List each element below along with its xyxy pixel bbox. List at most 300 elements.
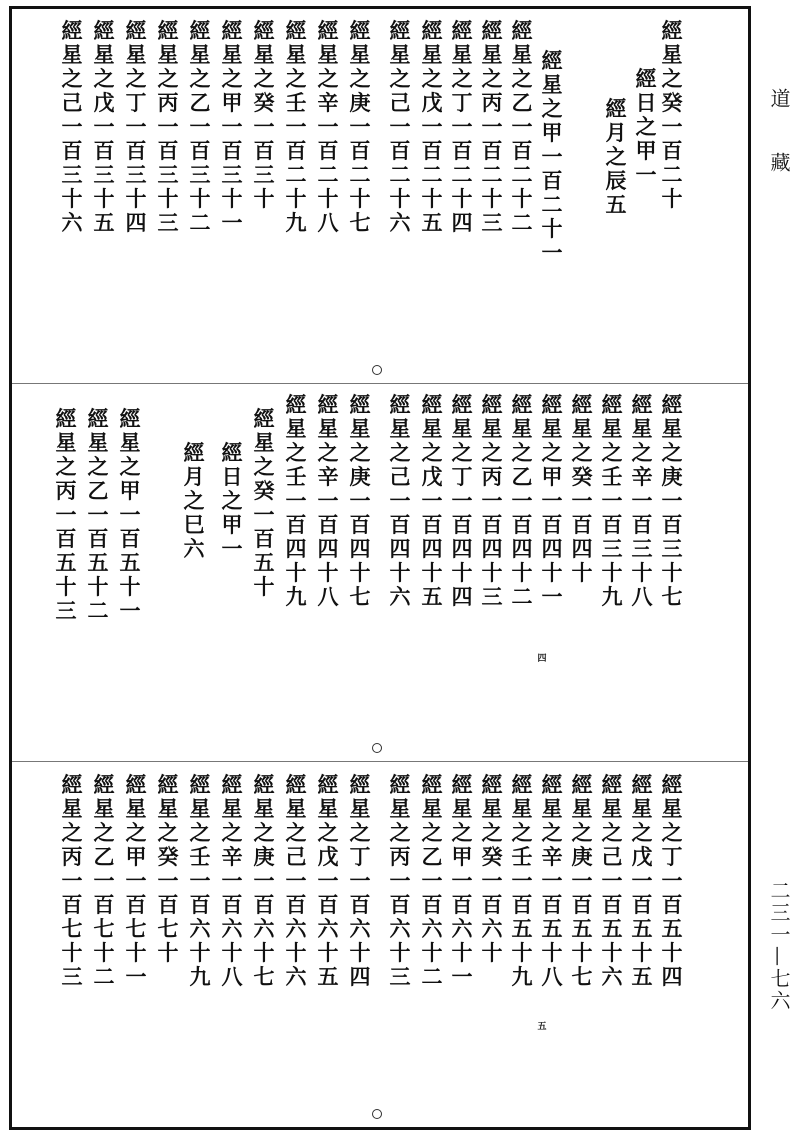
glyph: 星 bbox=[253, 796, 275, 821]
glyph: 百 bbox=[93, 892, 115, 917]
glyph: 星 bbox=[189, 42, 211, 67]
glyph: 十 bbox=[451, 186, 473, 211]
glyph: 經 bbox=[157, 772, 179, 797]
text-column bbox=[420, 19, 444, 235]
glyph: 十 bbox=[317, 186, 339, 211]
glyph: 之 bbox=[511, 440, 533, 465]
text-column bbox=[284, 393, 308, 609]
glyph: 一 bbox=[661, 488, 683, 513]
glyph: 百 bbox=[253, 892, 275, 917]
glyph: 二 bbox=[451, 162, 473, 187]
glyph: 百 bbox=[541, 512, 563, 537]
glyph: 之 bbox=[571, 820, 593, 845]
glyph: 丙 bbox=[157, 90, 179, 115]
glyph: 癸 bbox=[481, 844, 503, 869]
glyph: 六 bbox=[421, 916, 443, 941]
glyph: 壬 bbox=[601, 464, 623, 489]
glyph: 星 bbox=[285, 796, 307, 821]
glyph: 丙 bbox=[481, 90, 503, 115]
scripture-page bbox=[9, 6, 751, 1130]
glyph: 之 bbox=[451, 820, 473, 845]
glyph: 之 bbox=[389, 66, 411, 91]
glyph: 百 bbox=[451, 512, 473, 537]
glyph: 十 bbox=[55, 574, 77, 599]
glyph: 二 bbox=[511, 584, 533, 609]
glyph: 之 bbox=[183, 488, 205, 513]
glyph: 三 bbox=[481, 210, 503, 235]
glyph: 丁 bbox=[451, 90, 473, 115]
glyph: 百 bbox=[349, 138, 371, 163]
glyph: 六 bbox=[451, 916, 473, 941]
glyph: 星 bbox=[93, 796, 115, 821]
glyph: 庚 bbox=[253, 844, 275, 869]
glyph: 一 bbox=[253, 114, 275, 139]
glyph: 十 bbox=[541, 560, 563, 585]
glyph: 五 bbox=[253, 550, 275, 575]
glyph: 一 bbox=[93, 114, 115, 139]
glyph: 三 bbox=[157, 210, 179, 235]
glyph: 十 bbox=[61, 940, 83, 965]
glyph: 之 bbox=[661, 820, 683, 845]
glyph: 星 bbox=[389, 796, 411, 821]
text-column bbox=[124, 19, 148, 235]
glyph: 四 bbox=[125, 210, 147, 235]
text-column bbox=[118, 407, 142, 623]
glyph: 丙 bbox=[55, 478, 77, 503]
glyph: 星 bbox=[349, 796, 371, 821]
glyph: 百 bbox=[661, 138, 683, 163]
glyph: 己 bbox=[61, 90, 83, 115]
text-column bbox=[480, 393, 504, 609]
glyph: 星 bbox=[511, 796, 533, 821]
glyph: 百 bbox=[253, 526, 275, 551]
glyph: 十 bbox=[119, 574, 141, 599]
glyph: 四 bbox=[541, 536, 563, 561]
glyph: 星 bbox=[55, 430, 77, 455]
glyph: 四 bbox=[389, 536, 411, 561]
glyph: 十 bbox=[93, 186, 115, 211]
glyph: 星 bbox=[125, 42, 147, 67]
glyph: 十 bbox=[511, 560, 533, 585]
glyph: 一 bbox=[87, 502, 109, 527]
glyph: 十 bbox=[389, 186, 411, 211]
glyph: 一 bbox=[451, 964, 473, 989]
glyph: 十 bbox=[157, 186, 179, 211]
glyph: 三 bbox=[125, 162, 147, 187]
text-column bbox=[510, 773, 534, 989]
glyph: 之 bbox=[349, 820, 371, 845]
glyph: 丙 bbox=[61, 844, 83, 869]
glyph: 一 bbox=[389, 114, 411, 139]
glyph: 百 bbox=[317, 892, 339, 917]
glyph: 一 bbox=[317, 114, 339, 139]
text-column bbox=[188, 19, 212, 235]
glyph: 丁 bbox=[451, 464, 473, 489]
glyph: 之 bbox=[541, 820, 563, 845]
glyph: 經 bbox=[541, 772, 563, 797]
section-mark: 五 bbox=[537, 1022, 547, 1032]
glyph: 十 bbox=[571, 940, 593, 965]
glyph: 丙 bbox=[389, 844, 411, 869]
text-column bbox=[60, 19, 84, 235]
glyph: 星 bbox=[349, 42, 371, 67]
glyph: 之 bbox=[61, 66, 83, 91]
glyph: 百 bbox=[349, 512, 371, 537]
glyph: 百 bbox=[571, 892, 593, 917]
glyph: 百 bbox=[571, 512, 593, 537]
glyph: 庚 bbox=[571, 844, 593, 869]
glyph: 之 bbox=[317, 820, 339, 845]
glyph: 二 bbox=[421, 162, 443, 187]
glyph: 經 bbox=[285, 18, 307, 43]
glyph: 四 bbox=[451, 584, 473, 609]
glyph: 甲 bbox=[635, 138, 657, 163]
glyph: 經 bbox=[541, 392, 563, 417]
glyph: 辛 bbox=[631, 464, 653, 489]
glyph: 四 bbox=[571, 536, 593, 561]
glyph: 十 bbox=[61, 186, 83, 211]
glyph: 星 bbox=[571, 416, 593, 441]
glyph: 一 bbox=[125, 868, 147, 893]
glyph: 十 bbox=[349, 186, 371, 211]
glyph: 十 bbox=[601, 560, 623, 585]
glyph: 六 bbox=[389, 210, 411, 235]
glyph: 癸 bbox=[571, 464, 593, 489]
glyph: 之 bbox=[451, 66, 473, 91]
glyph: 星 bbox=[631, 796, 653, 821]
glyph: 乙 bbox=[93, 844, 115, 869]
glyph: 五 bbox=[511, 916, 533, 941]
glyph: 星 bbox=[61, 42, 83, 67]
glyph: 五 bbox=[93, 210, 115, 235]
glyph: 之 bbox=[631, 440, 653, 465]
glyph: 丁 bbox=[349, 844, 371, 869]
glyph: 經 bbox=[349, 392, 371, 417]
glyph: 之 bbox=[221, 488, 243, 513]
glyph: 之 bbox=[635, 114, 657, 139]
glyph: 四 bbox=[317, 536, 339, 561]
glyph: 一 bbox=[451, 488, 473, 513]
glyph: 之 bbox=[125, 820, 147, 845]
glyph: 百 bbox=[601, 512, 623, 537]
glyph: 一 bbox=[285, 868, 307, 893]
text-column bbox=[252, 407, 276, 599]
glyph: 星 bbox=[349, 416, 371, 441]
text-column bbox=[604, 97, 628, 217]
text-panel-3 bbox=[12, 761, 748, 1127]
glyph: 之 bbox=[451, 440, 473, 465]
glyph: 經 bbox=[511, 18, 533, 43]
glyph: 甲 bbox=[451, 844, 473, 869]
glyph: 之 bbox=[157, 66, 179, 91]
glyph: 一 bbox=[661, 868, 683, 893]
glyph: 四 bbox=[451, 536, 473, 561]
glyph: 二 bbox=[285, 162, 307, 187]
glyph: 之 bbox=[253, 454, 275, 479]
glyph: 經 bbox=[221, 18, 243, 43]
glyph: 一 bbox=[189, 114, 211, 139]
glyph: 一 bbox=[635, 162, 657, 187]
glyph: 五 bbox=[571, 916, 593, 941]
glyph: 百 bbox=[87, 526, 109, 551]
glyph: 一 bbox=[285, 114, 307, 139]
glyph: 一 bbox=[541, 240, 563, 265]
glyph: 之 bbox=[661, 66, 683, 91]
glyph: 之 bbox=[119, 454, 141, 479]
text-column bbox=[124, 773, 148, 989]
glyph: 甲 bbox=[541, 120, 563, 145]
glyph: 四 bbox=[285, 536, 307, 561]
glyph: 經 bbox=[571, 772, 593, 797]
glyph: 星 bbox=[421, 416, 443, 441]
glyph: 六 bbox=[349, 916, 371, 941]
glyph: 經 bbox=[601, 392, 623, 417]
glyph: 星 bbox=[317, 416, 339, 441]
glyph: 之 bbox=[317, 440, 339, 465]
glyph: 五 bbox=[601, 916, 623, 941]
glyph: 百 bbox=[451, 138, 473, 163]
glyph: 六 bbox=[285, 964, 307, 989]
glyph: 六 bbox=[183, 536, 205, 561]
glyph: 星 bbox=[661, 796, 683, 821]
glyph: 六 bbox=[481, 916, 503, 941]
glyph: 一 bbox=[61, 868, 83, 893]
glyph: 十 bbox=[631, 940, 653, 965]
text-column bbox=[284, 773, 308, 989]
glyph: 百 bbox=[253, 138, 275, 163]
glyph: 五 bbox=[55, 550, 77, 575]
glyph: 經 bbox=[571, 392, 593, 417]
glyph: 七 bbox=[571, 964, 593, 989]
glyph: 六 bbox=[221, 916, 243, 941]
glyph: 一 bbox=[541, 584, 563, 609]
glyph: 七 bbox=[93, 916, 115, 941]
glyph: 星 bbox=[511, 416, 533, 441]
glyph: 星 bbox=[601, 796, 623, 821]
text-column bbox=[510, 393, 534, 609]
text-column bbox=[156, 773, 180, 965]
glyph: 之 bbox=[511, 66, 533, 91]
glyph: 十 bbox=[125, 940, 147, 965]
glyph: 之 bbox=[189, 66, 211, 91]
glyph: 經 bbox=[635, 66, 657, 91]
glyph: 星 bbox=[285, 42, 307, 67]
glyph: 百 bbox=[285, 512, 307, 537]
glyph: 百 bbox=[285, 892, 307, 917]
glyph: 辛 bbox=[221, 844, 243, 869]
text-column bbox=[420, 773, 444, 989]
glyph: 一 bbox=[481, 868, 503, 893]
glyph: 十 bbox=[541, 216, 563, 241]
text-column bbox=[220, 19, 244, 235]
text-column bbox=[284, 19, 308, 235]
glyph: 一 bbox=[157, 868, 179, 893]
glyph: 星 bbox=[125, 796, 147, 821]
glyph: 甲 bbox=[125, 844, 147, 869]
glyph: 十 bbox=[511, 186, 533, 211]
text-column bbox=[316, 393, 340, 609]
glyph: 一 bbox=[601, 868, 623, 893]
glyph: 之 bbox=[421, 820, 443, 845]
text-column bbox=[252, 19, 276, 211]
glyph: 八 bbox=[221, 964, 243, 989]
glyph: 二 bbox=[421, 964, 443, 989]
glyph: 百 bbox=[221, 892, 243, 917]
glyph: 之 bbox=[87, 454, 109, 479]
glyph: 一 bbox=[221, 536, 243, 561]
glyph: 經 bbox=[253, 406, 275, 431]
glyph: 十 bbox=[157, 940, 179, 965]
glyph: 百 bbox=[511, 512, 533, 537]
glyph: 經 bbox=[125, 18, 147, 43]
text-column bbox=[86, 407, 110, 623]
glyph: 巳 bbox=[183, 512, 205, 537]
glyph: 一 bbox=[541, 488, 563, 513]
glyph: 經 bbox=[451, 392, 473, 417]
text-column bbox=[388, 19, 412, 235]
glyph: 經 bbox=[601, 772, 623, 797]
glyph: 經 bbox=[285, 772, 307, 797]
glyph: 十 bbox=[317, 560, 339, 585]
text-column bbox=[450, 393, 474, 609]
glyph: 十 bbox=[481, 186, 503, 211]
glyph: 三 bbox=[389, 964, 411, 989]
glyph: 之 bbox=[93, 66, 115, 91]
glyph: 十 bbox=[189, 940, 211, 965]
text-column bbox=[450, 19, 474, 235]
glyph: 甲 bbox=[221, 90, 243, 115]
glyph: 之 bbox=[253, 66, 275, 91]
glyph: 之 bbox=[285, 66, 307, 91]
glyph: 一 bbox=[189, 868, 211, 893]
glyph: 百 bbox=[125, 892, 147, 917]
glyph: 之 bbox=[601, 820, 623, 845]
text-column bbox=[510, 19, 534, 235]
glyph: 二 bbox=[511, 162, 533, 187]
glyph: 一 bbox=[389, 488, 411, 513]
glyph: 經 bbox=[93, 18, 115, 43]
glyph: 百 bbox=[189, 892, 211, 917]
text-column bbox=[660, 19, 684, 211]
glyph: 日 bbox=[221, 464, 243, 489]
glyph: 經 bbox=[631, 392, 653, 417]
glyph: 經 bbox=[55, 406, 77, 431]
glyph: 庚 bbox=[661, 464, 683, 489]
glyph: 之 bbox=[541, 96, 563, 121]
glyph: 三 bbox=[631, 536, 653, 561]
glyph: 經 bbox=[221, 772, 243, 797]
glyph: 十 bbox=[661, 940, 683, 965]
glyph: 星 bbox=[253, 430, 275, 455]
glyph: 八 bbox=[317, 210, 339, 235]
circle-mark bbox=[372, 743, 382, 753]
glyph: 三 bbox=[189, 162, 211, 187]
glyph: 三 bbox=[61, 162, 83, 187]
glyph: 星 bbox=[317, 42, 339, 67]
glyph: 一 bbox=[541, 868, 563, 893]
glyph: 五 bbox=[119, 550, 141, 575]
glyph: 經 bbox=[253, 772, 275, 797]
glyph: 六 bbox=[189, 916, 211, 941]
glyph: 辰 bbox=[605, 168, 627, 193]
glyph: 星 bbox=[389, 42, 411, 67]
glyph: 經 bbox=[389, 18, 411, 43]
text-column bbox=[182, 441, 206, 561]
text-column bbox=[92, 773, 116, 989]
glyph: 經 bbox=[451, 18, 473, 43]
glyph: 經 bbox=[61, 18, 83, 43]
glyph: 一 bbox=[61, 114, 83, 139]
glyph: 經 bbox=[661, 392, 683, 417]
glyph: 一 bbox=[481, 114, 503, 139]
glyph: 乙 bbox=[87, 478, 109, 503]
glyph: 二 bbox=[317, 162, 339, 187]
glyph: 八 bbox=[631, 584, 653, 609]
glyph: 甲 bbox=[119, 478, 141, 503]
glyph: 癸 bbox=[253, 90, 275, 115]
glyph: 一 bbox=[511, 114, 533, 139]
glyph: 一 bbox=[55, 502, 77, 527]
glyph: 戊 bbox=[421, 464, 443, 489]
glyph: 星 bbox=[481, 42, 503, 67]
glyph: 十 bbox=[541, 940, 563, 965]
glyph: 十 bbox=[661, 186, 683, 211]
glyph: 十 bbox=[253, 186, 275, 211]
glyph: 之 bbox=[481, 66, 503, 91]
margin-title bbox=[762, 88, 796, 216]
glyph: 二 bbox=[349, 162, 371, 187]
glyph: 五 bbox=[661, 916, 683, 941]
glyph: 三 bbox=[661, 536, 683, 561]
glyph: 百 bbox=[389, 512, 411, 537]
glyph: 之 bbox=[221, 66, 243, 91]
glyph: 十 bbox=[87, 574, 109, 599]
glyph: 四 bbox=[349, 536, 371, 561]
glyph: 十 bbox=[389, 940, 411, 965]
glyph: 之 bbox=[389, 440, 411, 465]
glyph: 經 bbox=[541, 48, 563, 73]
glyph: 四 bbox=[511, 536, 533, 561]
circle-mark bbox=[372, 365, 382, 375]
glyph: 星 bbox=[541, 796, 563, 821]
glyph: 十 bbox=[349, 940, 371, 965]
glyph: 星 bbox=[389, 416, 411, 441]
glyph: 七 bbox=[661, 584, 683, 609]
text-column bbox=[630, 393, 654, 609]
glyph: 之 bbox=[349, 440, 371, 465]
text-column bbox=[252, 773, 276, 989]
glyph: 星 bbox=[661, 416, 683, 441]
glyph: 百 bbox=[55, 526, 77, 551]
glyph: 百 bbox=[541, 168, 563, 193]
text-column bbox=[480, 19, 504, 235]
glyph: 一 bbox=[349, 114, 371, 139]
glyph: 壬 bbox=[511, 844, 533, 869]
glyph: 之 bbox=[285, 440, 307, 465]
glyph: 經 bbox=[421, 18, 443, 43]
glyph: 癸 bbox=[253, 478, 275, 503]
glyph: 之 bbox=[285, 820, 307, 845]
glyph: 之 bbox=[601, 440, 623, 465]
glyph: 之 bbox=[93, 820, 115, 845]
glyph: 一 bbox=[125, 114, 147, 139]
glyph: 百 bbox=[631, 892, 653, 917]
margin-char: 二三一—七六 bbox=[767, 880, 791, 1012]
glyph: 五 bbox=[421, 210, 443, 235]
glyph: 一 bbox=[221, 210, 243, 235]
glyph: 二 bbox=[511, 210, 533, 235]
glyph: 辛 bbox=[317, 464, 339, 489]
